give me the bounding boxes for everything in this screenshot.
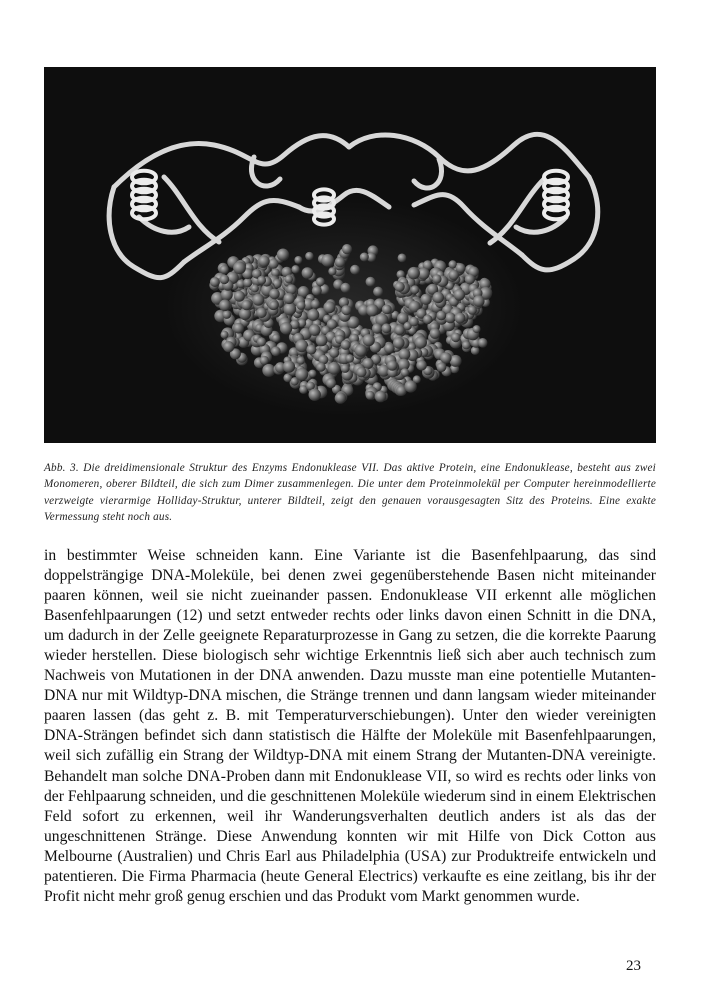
body-paragraph: in bestimmter Weise schneiden kann. Eine Variante ist die Basenfehlpaarung, das sind doppelsträngige DNA-Moleküle, bei denen zwei gegenüberstehende Basen nicht miteinander paaren können, weil sie nicht zueinander passen. Endonuklease VII erkennt alle möglichen Basenfehlpaarungen (12) und setzt entweder rechts oder links davon einen Schnitt in die DNA, um dadurch in der Zelle geeignete Reparaturprozesse in Gang zu setzen, die die korrekte Paarung wieder herstellen. Diese biologisch sehr wichtige Erkenntnis ließ sich aber auch technisch zum Nachweis von Mutationen in der DNA anwenden. Dazu musste man eine potentielle Mutanten-DNA nur mit Wildtyp-DNA mischen, die Stränge trennen und dann langsam wieder miteinander paaren lassen (das geht z. B. mit Temperaturverschiebungen). Unter den wieder vereinigten DNA-Strängen befindet sich dann statistisch die Hälfte der Moleküle mit Basenfehlpaarungen, weil sich zufällig ein Strang der Wildtyp-DNA mit einem Strang der Mutanten-DNA vereinigte. Behandelt man solche DNA-Proben dann mit Endonuklease VII, so wird es rechts oder links von der Fehlpaarung schneiden, und die geschnittenen Moleküle wiederum sind in einem Elektrischen Feld sofort zu erkennen, weil ihr Wanderungsverhalten deutlich anders ist als das der ungeschnittenen Stränge. Diese Anwendung konnten wir mit Hilfe von Dick Cotton aus Melbourne (Australien) und Chris Earl aus Philadelphia (USA) zur Produktreife entwickeln und patentieren. Die Firma Pharmacia (heute General Electrics) verkaufte es eine zeitlang, bis ihr der Profit nicht mehr groß genug erschien und das Produkt vom Markt genommen wurde. [44, 547, 656, 905]
figure-caption: Abb. 3. Die dreidimensionale Struktur des Enzyms Endonuklease VII. Das aktive Protein, eine Endonuklease, besteht aus zwei Monomeren, oberer Bildteil, die sich zum Dimer zusammenlegen. Die unter dem Proteinmolekül per Computer hereinmodellierte verzweigte vierarmige Holliday-Struktur, unterer Bildteil, zeigt den genauen vorausgesagten Sitz des Proteins. Eine exakte Vermessung steht noch aus. [44, 462, 656, 524]
protein-structure-image [44, 67, 656, 443]
protein-structure-figure [44, 67, 656, 443]
page-number: 23 [626, 958, 641, 974]
